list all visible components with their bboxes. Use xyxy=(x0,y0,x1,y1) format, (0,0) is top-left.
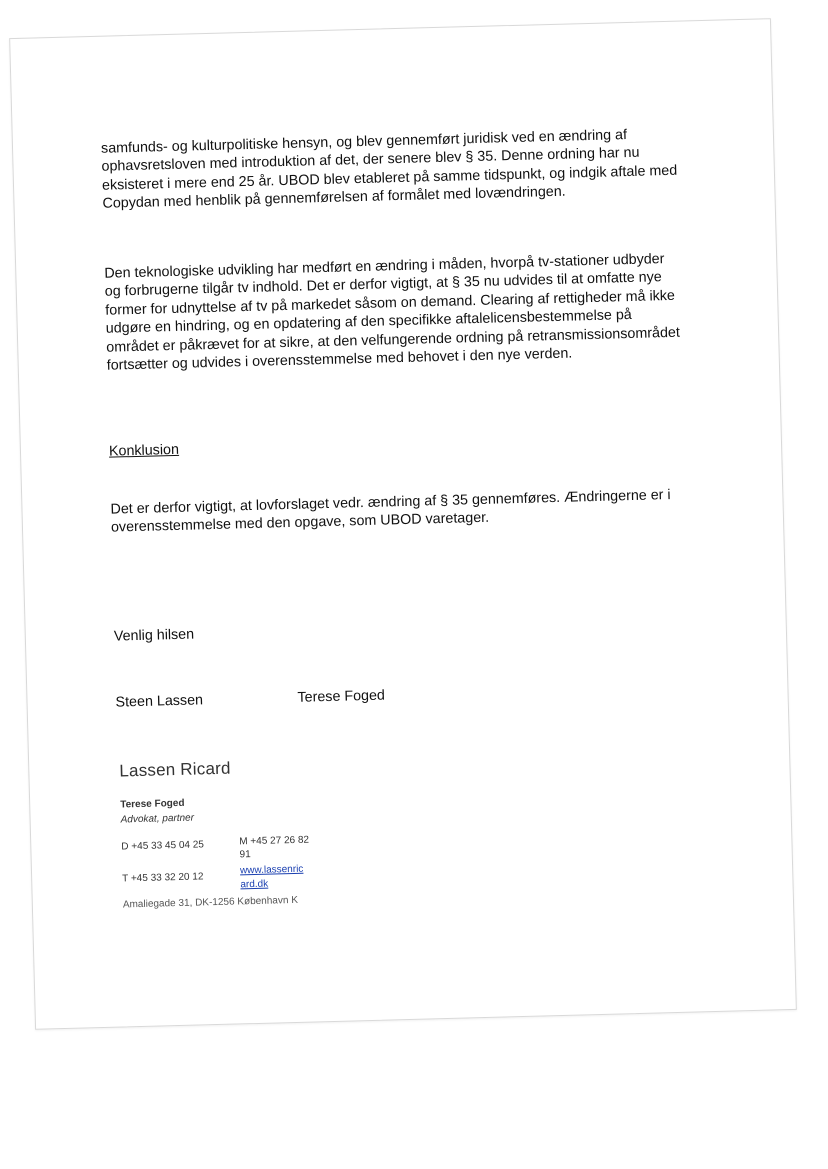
website-link[interactable]: www.lassenricard.dk xyxy=(239,863,304,891)
letter-content xyxy=(98,22,681,911)
signature-card xyxy=(120,794,320,911)
body-paragraph-2: Den teknologiske udvikling har medført en ændring i måden, hvorpå tv-stationer udbyder og forbrugerne tilgår tv indhold. Det er derfor vigtigt, at § 35 nu udvides til at omfatte nye former for udnyttelse af tv på markedet såsom on demand. Clearing af rettigheder må ikke udgøre en hindring, og en opdatering af den specifikke aftalelicensbestemmelse på området er påkrævet for at sikre, at den velfungerende ordning på retransmissionsområdet fortsætter og udvides i overensstemmelse med behovet i den nye verden. xyxy=(104,251,681,374)
office-address: Amaliegade 31, DK-1256 København K xyxy=(122,894,299,911)
signatory-1: Steen Lassen xyxy=(115,692,204,711)
mobile-phone: M +45 27 26 82 91 xyxy=(239,834,310,860)
body-paragraph-1: samfunds- og kulturpolitiske hensyn, og blev gennemført juridisk ved en ændring af ophavsretsloven med introduktion af det, der senere blev § 35. Denne ordning har nu eksisteret i mere end 25 år. UBOD blev etableret på samme tidspunkt, og indgik aftale med Copydan med henblik på gennemførelsen af formålet med lovændringen. xyxy=(100,127,678,212)
card-title: Advokat, partner xyxy=(120,812,195,826)
section-heading-conclusion: Konklusion xyxy=(108,441,180,460)
body-paragraph-3: Det er derfor vigtigt, at lovforslaget vedr. ændring af § 35 gennemføres. Ændringerne er i overensstemmelse med den opgave, som UBOD varetager. xyxy=(110,486,671,537)
firm-name: Lassen Ricard xyxy=(119,758,231,781)
signatory-2: Terese Foged xyxy=(297,687,386,706)
main-phone: T +45 33 32 20 12 xyxy=(122,871,204,885)
closing-greeting: Venlig hilsen xyxy=(113,626,195,645)
direct-phone: D +45 33 45 04 25 xyxy=(121,839,205,853)
card-name: Terese Foged xyxy=(120,797,185,811)
document-page xyxy=(9,18,797,1030)
